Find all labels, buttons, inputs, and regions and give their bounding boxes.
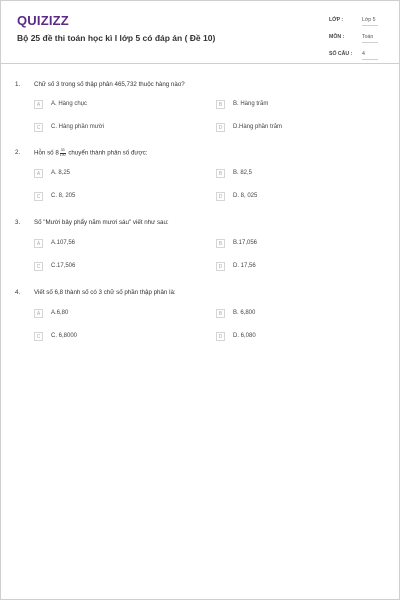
question-number: 3.: [15, 219, 21, 226]
meta-subject-label: MÔN :: [329, 34, 345, 40]
option-letter-box: C: [34, 192, 43, 201]
question-number: 2.: [15, 149, 21, 156]
quizizz-logo: QUIZIZZ: [17, 13, 69, 28]
meta-question-count-label: SỐ CÂU :: [329, 51, 353, 57]
option-letter-box: A: [34, 309, 43, 318]
option-letter-box: B: [216, 309, 225, 318]
option-text: D. 8, 025: [233, 193, 258, 199]
option-letter-box: D: [216, 332, 225, 341]
option-text: A.6,80: [51, 310, 69, 316]
question-text: Số "Mười bảy phẩy năm mươi sáu" viết như sau:: [34, 219, 169, 226]
option-text: B. 82,5: [233, 170, 253, 176]
option-text: C.17,506: [51, 263, 76, 269]
option-letter-box: D: [216, 262, 225, 271]
meta-class-value: Lớp 5: [362, 17, 378, 26]
question-text: Chữ số 3 trong số thập phân 465,732 thuộc hàng nào?: [34, 81, 185, 88]
option-text: A. Hàng chục: [51, 101, 88, 107]
question-text: Viết số 6,8 thành số có 3 chữ số phần thập phân là:: [34, 289, 176, 296]
mixed-fraction: [60, 149, 66, 157]
option-text: A. 8,25: [51, 170, 71, 176]
question-number: 4.: [15, 289, 21, 296]
option-text: B. 6,800: [233, 310, 256, 316]
option-text: D. 17,56: [233, 263, 256, 269]
meta-question-count-value: 4: [362, 51, 378, 60]
option-text: C. 6,8000: [51, 333, 78, 339]
option-letter-box: C: [34, 262, 43, 271]
option-text: A.107,56: [51, 240, 76, 246]
question-text: [34, 149, 147, 157]
option-text: D. 6,080: [233, 333, 256, 339]
option-letter-box: D: [216, 123, 225, 132]
worksheet-header: [1, 1, 399, 64]
option-letter-box: B: [216, 239, 225, 248]
option-letter-box: A: [34, 169, 43, 178]
question-text-after: chuyển thành phân số được:: [66, 149, 148, 157]
meta-question-count: [329, 49, 387, 63]
meta-subject: [329, 32, 387, 46]
worksheet-title: Bộ 25 đề thi toán học kì I lớp 5 có đáp án ( Đề 10): [17, 33, 216, 43]
meta-class-label: LỚP :: [329, 17, 344, 23]
meta-subject-value: Toán: [362, 34, 378, 43]
option-text: B. Hàng trăm: [233, 101, 269, 107]
option-letter-box: B: [216, 100, 225, 109]
option-text: D.Hàng phần trăm: [233, 124, 283, 130]
fraction-numerator: 33: [60, 148, 65, 152]
fraction-denominator: 100: [59, 152, 66, 157]
option-text: C. 8, 205: [51, 193, 76, 199]
option-letter-box: B: [216, 169, 225, 178]
option-letter-box: A: [34, 239, 43, 248]
question-text-before: Hỗn số 8: [34, 149, 59, 157]
worksheet-meta: [329, 15, 387, 66]
option-letter-box: C: [34, 123, 43, 132]
meta-class: [329, 15, 387, 29]
option-letter-box: D: [216, 192, 225, 201]
question-number: 1.: [15, 81, 21, 88]
option-text: B.17,056: [233, 240, 258, 246]
option-letter-box: A: [34, 100, 43, 109]
option-text: C. Hàng phần mười: [51, 124, 104, 130]
option-letter-box: C: [34, 332, 43, 341]
